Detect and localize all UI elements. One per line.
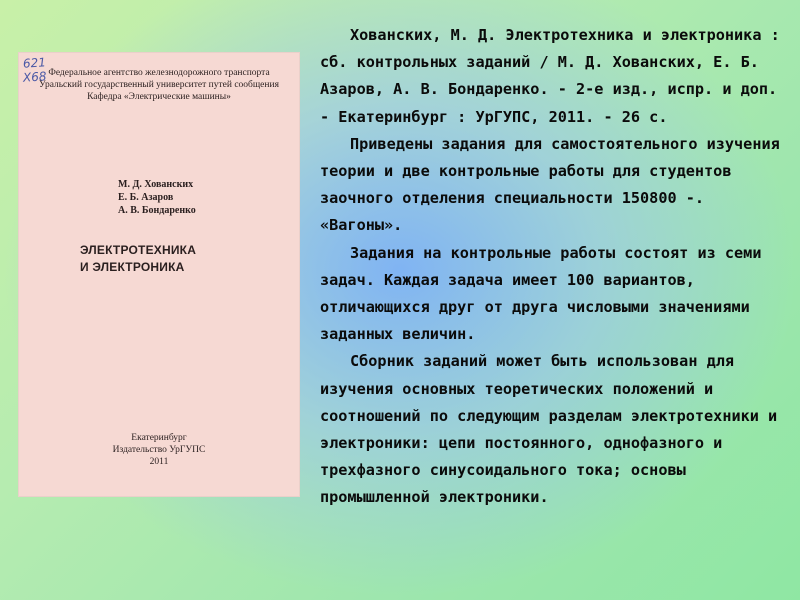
shelfmark-line: Х68	[22, 69, 47, 85]
description-paragraph: Задания на контрольные работы состоят из семи задач. Каждая задача имеет 100 вариантов, отличающихся друг от друга числовыми значениями заданных величин.	[320, 243, 762, 344]
cover-author: Е. Б. Азаров	[118, 192, 174, 203]
cover-author: А. В. Бондаренко	[118, 205, 196, 216]
cover-footer-line: Издательство УрГУПС	[112, 445, 206, 455]
cover-authors	[118, 178, 196, 217]
citation-paragraph: Хованских, М. Д. Электротехника и электроника : сб. контрольных заданий / М. Д. Хованских, Е. Б. Азаров, А. В. Бондаренко. - 2-е изд., испр. и доп. - Екатеринбург : УрГУПС, 2011. - 26 с.	[320, 26, 780, 126]
cover-title-line: ЭЛЕКТРОТЕХНИКА	[80, 243, 197, 257]
cover-header-line: Кафедра «Электрические машины»	[87, 92, 231, 102]
cover-header-line: Федеральное агентство железнодорожного транспорта	[48, 68, 270, 78]
shelfmark-line: 621	[22, 55, 47, 71]
cover-author: М. Д. Хованских	[118, 179, 194, 190]
cover-footer-line: 2011	[149, 457, 169, 467]
description-paragraph: Приведены задания для самостоятельного изучения теории и две контрольные работы для студентов заочного отделения специальности 150800 -. «Вагоны».	[320, 134, 780, 235]
cover-header	[18, 67, 300, 103]
cover-footer	[18, 432, 300, 468]
description-paragraph: Сборник заданий может быть использован для изучения основных теоретических положений и соотношений по следующим разделам электротехники и электроники: цепи постоянного, однофазного и трехфазного синусоидального тока; основы промышленной электроники.	[320, 352, 778, 507]
book-cover-image	[18, 52, 300, 497]
cover-header-line: Уральский государственный университет путей сообщения	[39, 80, 279, 90]
cover-title	[80, 242, 196, 276]
cover-title-line: И ЭЛЕКТРОНИКА	[80, 260, 185, 274]
cover-footer-line: Екатеринбург	[131, 433, 187, 443]
book-description	[320, 22, 792, 512]
